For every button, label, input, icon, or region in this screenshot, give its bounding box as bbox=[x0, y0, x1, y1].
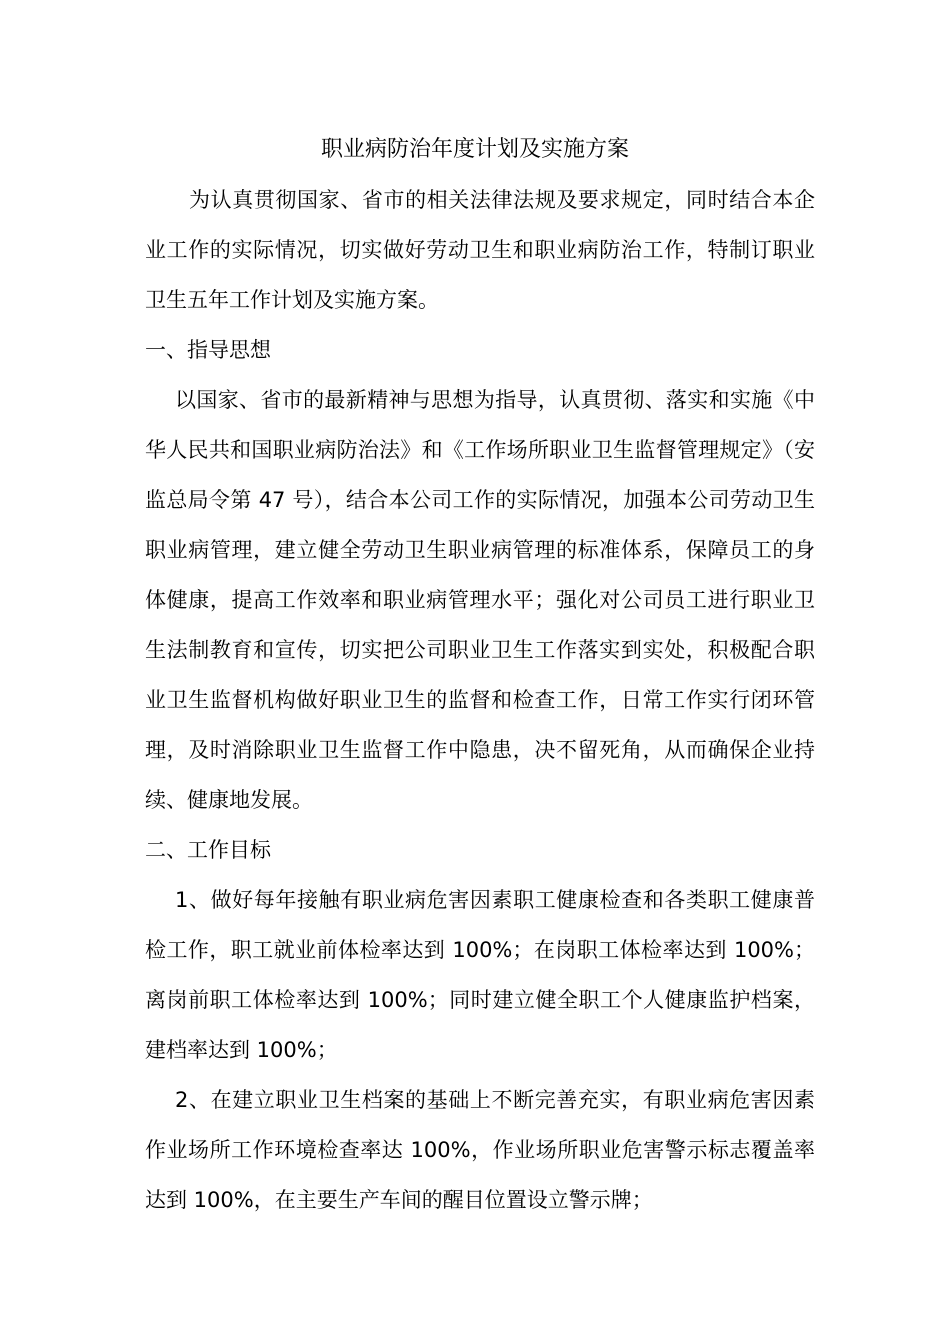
section-heading-guiding-ideology: 一、指导思想 bbox=[145, 338, 271, 362]
section-heading-work-goals: 二、工作目标 bbox=[145, 838, 271, 862]
work-goal-item-1: 1、做好每年接触有职业病危害因素职工健康检查和各类职工健康普检工作，职工就业前体检率达到 100%；在岗职工体检率达到 100%；离岗前职工体检率达到 100%；同时建立健全职工个人健康监护档案，建档率达到 100%； bbox=[145, 888, 815, 1062]
work-goal-item-2: 2、在建立职业卫生档案的基础上不断完善充实，有职业病危害因素作业场所工作环境检查率达 100%，作业场所职业危害警示标志覆盖率达到 100%，在主要生产车间的醒目位置设立警示牌； bbox=[145, 1088, 815, 1212]
intro-paragraph: 为认真贯彻国家、省市的相关法律法规及要求规定，同时结合本企业工作的实际情况，切实做好劳动卫生和职业病防治工作，特制订职业卫生五年工作计划及实施方案。 bbox=[145, 188, 815, 312]
document-title: 职业病防治年度计划及实施方案 bbox=[320, 137, 629, 162]
guiding-ideology-paragraph: 以国家、省市的最新精神与思想为指导，认真贯彻、落实和实施《中华人民共和国职业病防治法》和《工作场所职业卫生监督管理规定》（安监总局令第 47 号），结合本公司工作的实际情况，加强本公司劳动卫生职业病管理，建立健全劳动卫生职业病管理的标准体系，保障员工的身体健康，提高工作效率和职业病管理水平；强化对公司员工进行职业卫生法制教育和宣传，切实把公司职业卫生工作落实到实处，积极配合职业卫生监督机构做好职业卫生的监督和检查工作，日常工作实行闭环管理，及时消除职业卫生监督工作中隐患，决不留死角，从而确保企业持续、健康地发展。 bbox=[145, 388, 815, 812]
document-body bbox=[145, 175, 815, 1225]
